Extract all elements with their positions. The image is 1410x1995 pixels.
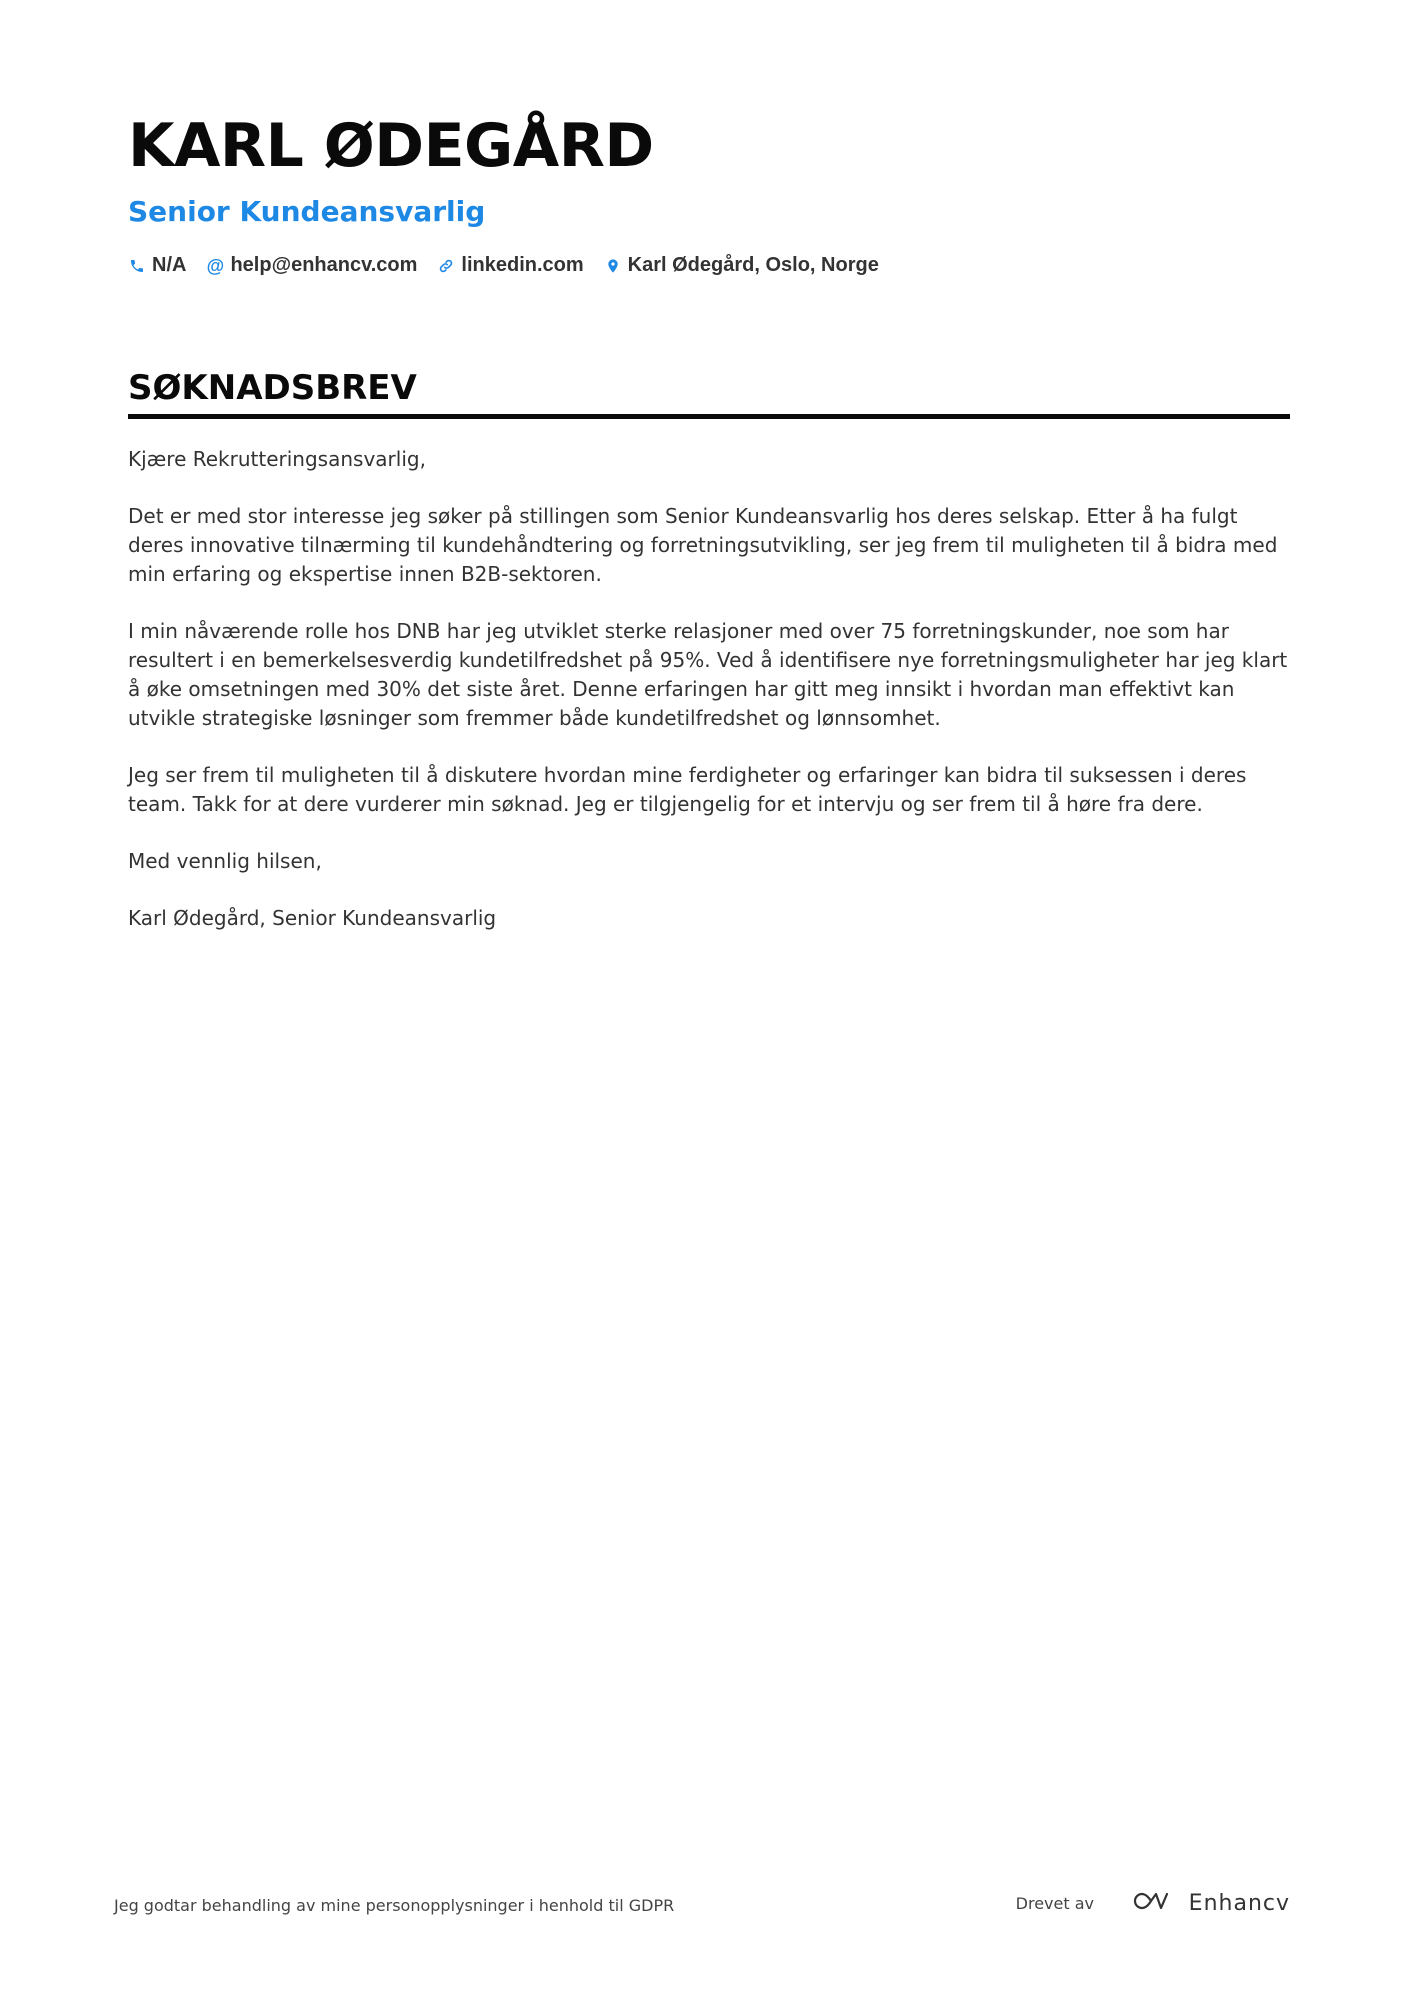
powered-by-label: Drevet av — [1015, 1894, 1094, 1913]
enhancv-logo-icon — [1133, 1888, 1179, 1918]
contact-email[interactable] — [206, 254, 417, 277]
at-icon: @ — [206, 255, 225, 276]
candidate-role: Senior Kundeansvarlig — [128, 195, 486, 228]
contact-location — [604, 254, 879, 277]
email-value[interactable]: help@enhancv.com — [230, 254, 418, 276]
letter-paragraph: Jeg ser frem til muligheten til å diskutere hvordan mine ferdigheter og erfaringer kan bidra til suksessen i deres team. Takk for at dere vurderer min søknad. Jeg er tilgjengelig for et intervju og ser frem til å høre fra dere. — [128, 763, 1247, 816]
contact-phone — [128, 254, 186, 277]
letter-greeting: Kjære Rekrutteringsansvarlig, — [128, 447, 426, 471]
phone-value: N/A — [152, 254, 187, 276]
link-icon — [437, 257, 455, 275]
gdpr-consent-text: Jeg godtar behandling av mine personopplysninger i henhold til GDPR — [114, 1896, 675, 1915]
location-value: Karl Ødegård, Oslo, Norge — [627, 254, 879, 276]
location-pin-icon — [604, 257, 622, 275]
phone-icon — [128, 257, 146, 275]
letter-paragraph: Det er med stor interesse jeg søker på stillingen som Senior Kundeansvarlig hos deres selskap. Etter å ha fulgt deres innovative tilnærming til kundehåndtering og forretningsutvikling, ser jeg frem til muligheten til å bidra med min erfaring og ekspertise innen B2B-sektoren. — [128, 504, 1278, 586]
letter-body — [128, 445, 1290, 933]
contact-linkedin[interactable] — [437, 254, 583, 277]
footer — [114, 1890, 1290, 1920]
candidate-name: KARL ØDEGÅRD — [128, 111, 654, 181]
enhancv-brand[interactable] — [1133, 1888, 1290, 1918]
letter-paragraph: I min nåværende rolle hos DNB har jeg utviklet sterke relasjoner med over 75 forretningskunder, noe som har resultert i en bemerkelsesverdig kundetilfredshet på 95%. Ved å identifisere nye forretningsmuligheter har jeg klart å øke omsetningen med 30% det siste året. Denne erfaringen har gitt meg innsikt i hvordan man effektivt kan utvikle strategiske løsninger som fremmer både kundetilfredshet og lønnsomhet. — [128, 619, 1288, 730]
section-title: SØKNADSBREV — [128, 368, 1290, 419]
contact-row — [128, 254, 1288, 277]
brand-name: Enhancv — [1188, 1890, 1290, 1916]
linkedin-value[interactable]: linkedin.com — [461, 254, 584, 276]
cover-letter-section — [128, 368, 1290, 961]
letter-signature: Karl Ødegård, Senior Kundeansvarlig — [128, 906, 497, 930]
header — [128, 110, 1288, 277]
letter-closing: Med vennlig hilsen, — [128, 849, 322, 873]
